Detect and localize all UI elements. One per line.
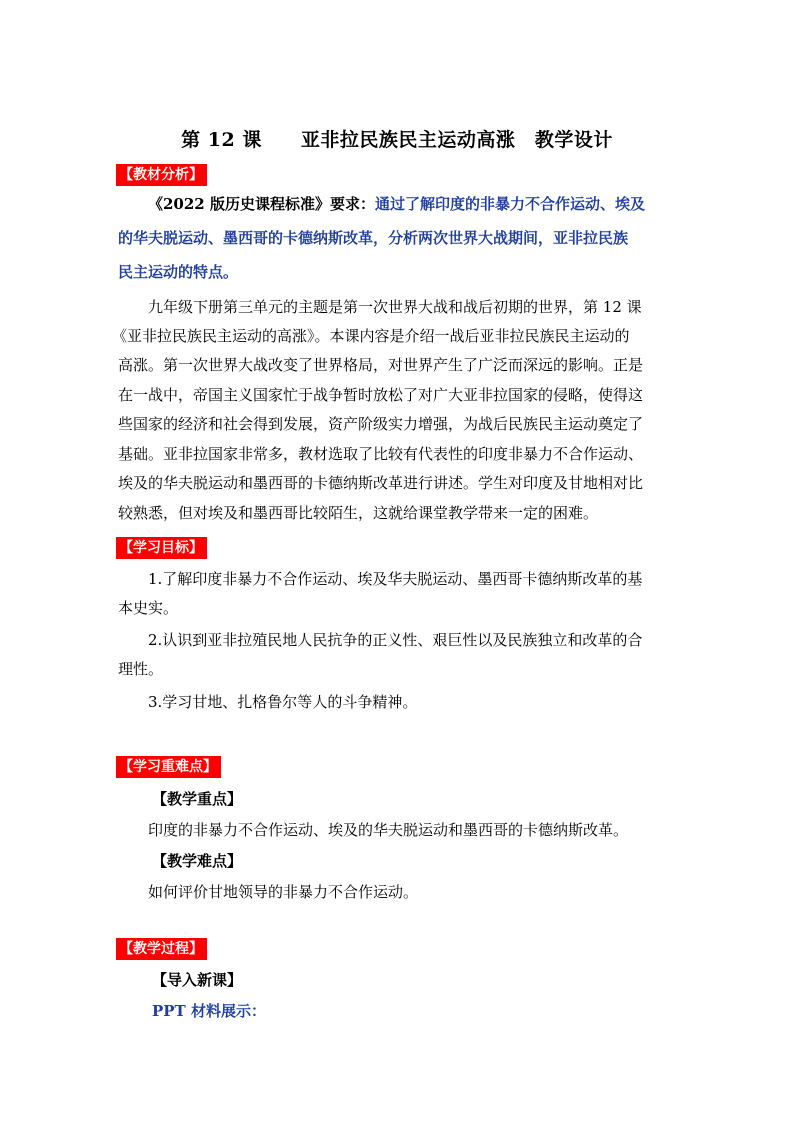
goal-item-3: 3.学习甘地、扎格鲁尔等人的斗争精神。: [148, 693, 418, 711]
section-tag-goals: 【学习目标】: [116, 537, 207, 559]
intro-heading: 【导入新课】: [152, 971, 243, 989]
section-tag-analysis: 【教材分析】: [116, 164, 207, 186]
analysis-paragraph-line: 些国家的经济和社会得到发展，资产阶级实力增强，为战后民族民主运动奠定了: [118, 415, 644, 433]
goal-item-1-line-2: 本史实。: [118, 599, 179, 617]
focus-text: 印度的非暴力不合作运动、埃及的华夫脱运动和墨西哥的卡德纳斯改革。: [148, 821, 629, 839]
curriculum-standard-emphasis-1: 通过了解印度的非暴力不合作运动、埃及: [374, 195, 645, 213]
curriculum-standard-prefix: 《2022 版历史课程标准》要求：: [148, 195, 375, 213]
analysis-paragraph-line: 《亚非拉民族民主运动的高涨》。本课内容是介绍一战后亚非拉民族民主运动的: [112, 327, 630, 345]
curriculum-standard-line-2: 的华夫脱运动、墨西哥的卡德纳斯改革，分析两次世界大战期间，亚非拉民族: [118, 229, 629, 247]
goal-item-1-line-1: 1.了解印度非暴力不合作运动、埃及华夫脱运动、墨西哥卡德纳斯改革的基: [148, 570, 643, 588]
analysis-paragraph-line: 较熟悉，但对埃及和墨西哥比较陌生，这就给课堂教学带来一定的困难。: [118, 504, 599, 522]
curriculum-standard-line-3: 民主运动的特点。: [118, 263, 239, 281]
section-tag-process: 【教学过程】: [116, 938, 207, 960]
analysis-paragraph-line: 九年级下册第三单元的主题是第一次世界大战和战后初期的世界，第 12 课: [148, 298, 642, 316]
goal-item-2-line-1: 2.认识到亚非拉殖民地人民抗争的正义性、艰巨性以及民族独立和改革的合: [148, 631, 643, 649]
ppt-material-label: PPT 材料展示：: [152, 1002, 266, 1020]
curriculum-standard-line-1: [148, 194, 645, 214]
analysis-paragraph-line: 高涨。第一次世界大战改变了世界格局，对世界产生了广泛而深远的影响。正是: [118, 356, 644, 374]
analysis-paragraph-line: 基础。亚非拉国家非常多，教材选取了比较有代表性的印度非暴力不合作运动、: [118, 445, 644, 463]
focus-heading: 【教学重点】: [152, 790, 243, 808]
analysis-paragraph-line: 埃及的华夫脱运动和墨西哥的卡德纳斯改革进行讲述。学生对印度及甘地相对比: [118, 474, 644, 492]
page-title: 第 12 课 亚非拉民族民主运动高涨 教学设计: [181, 129, 613, 151]
difficulty-text: 如何评价甘地领导的非暴力不合作运动。: [148, 883, 419, 901]
analysis-paragraph-line: 在一战中，帝国主义国家忙于战争暂时放松了对广大亚非拉国家的侵略，使得这: [118, 386, 644, 404]
difficulty-heading: 【教学难点】: [152, 852, 243, 870]
goal-item-2-line-2: 理性。: [118, 660, 164, 678]
section-tag-key-points: 【学习重难点】: [116, 756, 221, 778]
